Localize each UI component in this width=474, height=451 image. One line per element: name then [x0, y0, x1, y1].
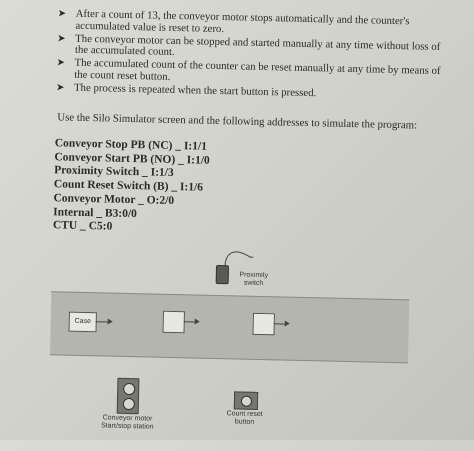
proximity-label-line1: Proximity [239, 271, 269, 280]
arrow-bullet-icon: ➤ [57, 8, 67, 20]
address-stop-pb: Conveyor Stop PB (NC) _ I:1/1 [54, 137, 208, 153]
conveyor-belt [50, 291, 409, 363]
arrow-bullet-icon: ➤ [56, 57, 66, 69]
case-box [252, 313, 274, 335]
proximity-switch-icon [216, 265, 229, 284]
reset-label-line1: Count reset [226, 410, 263, 419]
reset-label-line2: button [234, 418, 255, 426]
proximity-label-line2: switch [243, 279, 264, 288]
stop-button-icon [123, 398, 135, 410]
arrow-bullet-icon: ➤ [55, 82, 65, 94]
bullet-text: After a count of 13, the conveyor motor stops automatically and the counter's accumulated value is reset to zero. [75, 7, 410, 35]
count-reset-label [216, 410, 272, 427]
address-ctu: CTU _ C5:0 [52, 219, 113, 233]
address-conveyor-motor: Conveyor Motor _ O:2/0 [53, 192, 175, 207]
start-button-icon [123, 383, 135, 395]
instruction-text: Use the Silo Simulator screen and the following addresses to simulate the program: [57, 111, 418, 132]
count-reset-button-icon [234, 391, 258, 410]
proximity-switch-label [234, 271, 274, 288]
motor-label-line1: Conveyor motor [102, 414, 153, 423]
bullet-text: The process is repeated when the start button is pressed. [73, 81, 317, 99]
case-box: Case [68, 312, 96, 333]
address-count-reset: Count Reset Switch (B) _ I:1/6 [53, 178, 204, 194]
arrow-bullet-icon: ➤ [57, 32, 66, 45]
bullet-text: The conveyor motor can be stopped and started manually at any time without loss of the accumulated count. [74, 32, 441, 59]
start-stop-station-icon [117, 378, 140, 414]
case-box [162, 311, 184, 333]
reset-button-knob-icon [241, 396, 252, 407]
address-proximity-switch: Proximity Switch _ I:1/3 [54, 164, 174, 180]
address-internal: Internal _ B3:0/0 [53, 205, 138, 220]
start-stop-station-label [88, 414, 166, 432]
address-start-pb: Conveyor Start PB (NO) _ I:1/0 [54, 150, 210, 167]
motor-label-line2: Start/stop station [101, 422, 154, 431]
bullet-text: The accumulated count of the counter can be reset manually at any time by means of the count reset button. [74, 56, 441, 83]
